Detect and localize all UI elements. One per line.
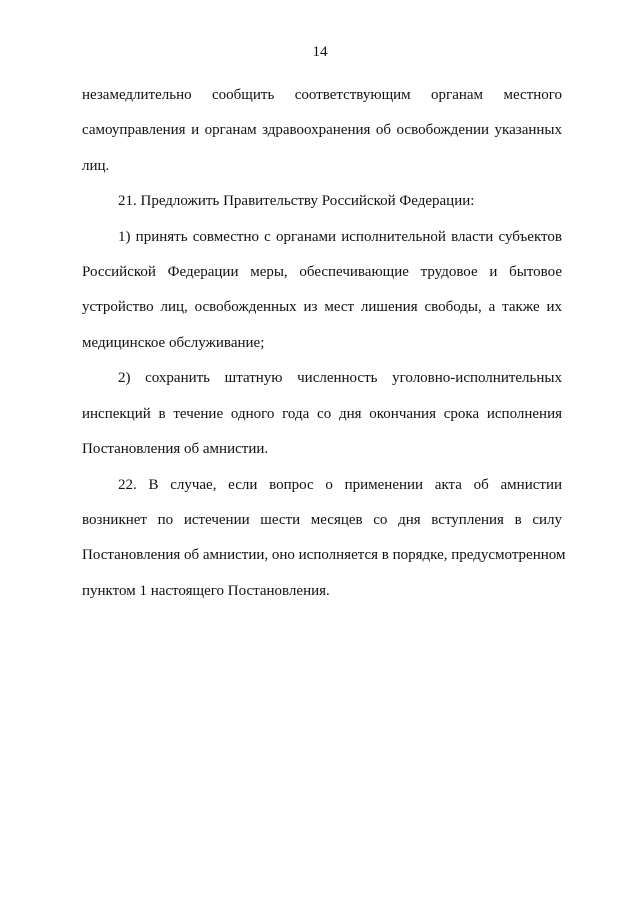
- text-line: инспекций в течение одного года со дня окончания срока исполнения: [82, 406, 562, 422]
- text-line: медицинское обслуживание;: [82, 335, 265, 351]
- text-line: Постановления об амнистии.: [82, 441, 269, 457]
- text-line: 2) сохранить штатную численность уголовно-исполнительных: [118, 370, 562, 386]
- text-line: пунктом 1 настоящего Постановления.: [82, 583, 330, 599]
- text-line: лиц.: [82, 158, 110, 174]
- page-number: 14: [312, 44, 328, 60]
- paragraph-heading-22: 22. В случае, если вопрос о применении акта об амнистии: [118, 477, 562, 493]
- text-line: 1) принять совместно с органами исполнительной власти субъектов: [118, 229, 562, 245]
- paragraph-heading-21: 21. Предложить Правительству Российской Федерации:: [118, 193, 475, 209]
- text-line: Постановления об амнистии, оно исполняется в порядке, предусмотренном: [82, 547, 566, 563]
- text-line: незамедлительно сообщить соответствующим органам местного: [82, 87, 562, 103]
- text-line: устройство лиц, освобожденных из мест лишения свободы, а также их: [82, 299, 562, 315]
- text-line: возникнет по истечении шести месяцев со дня вступления в силу: [82, 512, 562, 528]
- text-line: Российской Федерации меры, обеспечивающие трудовое и бытовое: [82, 264, 562, 280]
- text-line: самоуправления и органам здравоохранения об освобождении указанных: [82, 122, 562, 138]
